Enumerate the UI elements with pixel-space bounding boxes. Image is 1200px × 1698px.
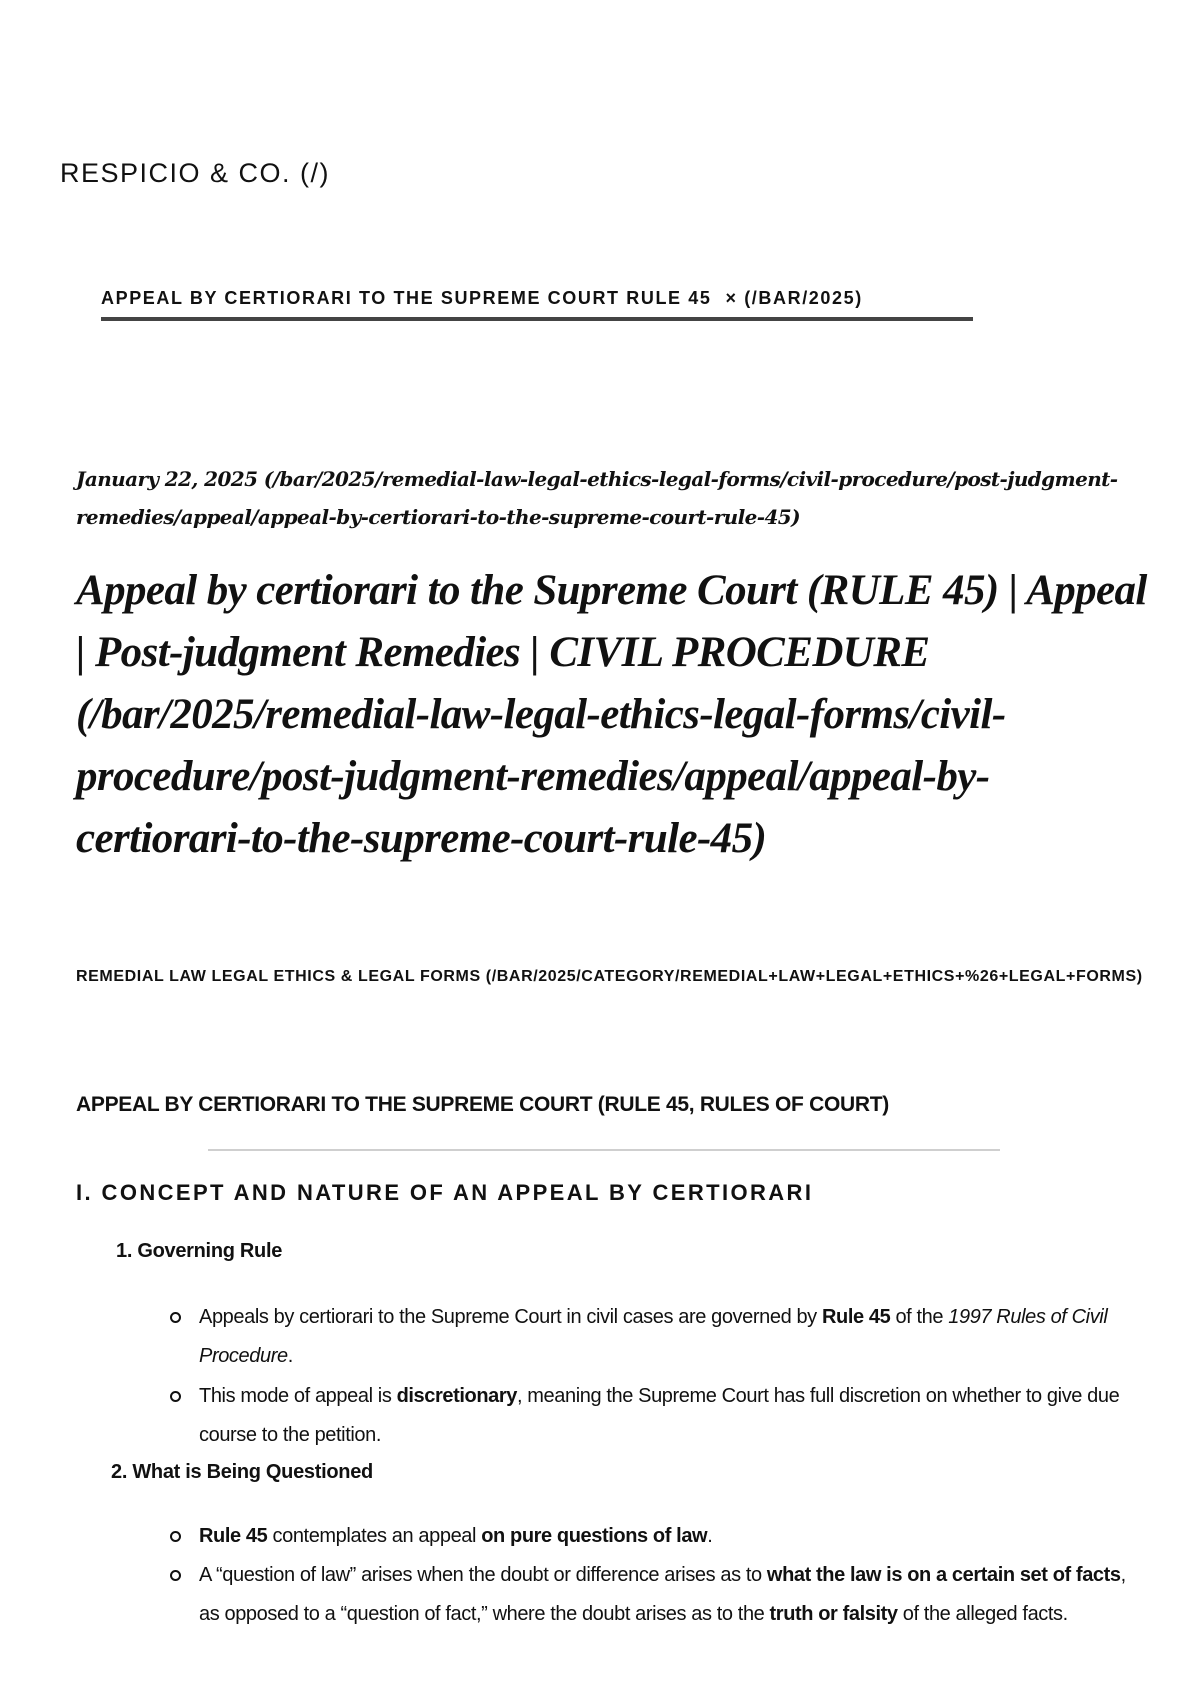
tab-label: APPEAL BY CERTIORARI TO THE SUPREME COURT RULE 45 bbox=[101, 288, 712, 308]
bullet-circle-icon bbox=[170, 1570, 184, 1584]
bullet-circle-icon bbox=[170, 1312, 184, 1326]
bullet-circle-icon bbox=[170, 1531, 184, 1545]
list-item-label: 2. What is Being Questioned bbox=[111, 1461, 373, 1483]
brand-link[interactable]: RESPICIO & CO. (/) bbox=[60, 158, 331, 188]
tab-close-link[interactable]: × (/BAR/2025) bbox=[725, 288, 863, 308]
section-heading: I. CONCEPT AND NATURE OF AN APPEAL BY CERTIORARI bbox=[76, 1180, 814, 1205]
date-link[interactable]: January 22, 2025 (/bar/2025/remedial-law-legal-ethics-legal-forms/civil-procedure/post-judgment-remedies/appeal/appeal-by-certiorari-to-the-supreme-court-rule-45) bbox=[76, 467, 1118, 529]
list-item: Appeals by certiorari to the Supreme Court in civil cases are governed by Rule 45 of the 1997 Rules of Civil Procedure. bbox=[199, 1306, 1108, 1367]
section-title: APPEAL BY CERTIORARI TO THE SUPREME COURT (RULE 45, RULES OF COURT) bbox=[76, 1093, 889, 1116]
divider bbox=[208, 1149, 1000, 1151]
category-link[interactable]: REMEDIAL LAW LEGAL ETHICS & LEGAL FORMS (/BAR/2025/CATEGORY/REMEDIAL+LAW+LEGAL+ETHICS+%26+LEGAL+FORMS) bbox=[76, 968, 1143, 985]
list-item: Rule 45 contemplates an appeal on pure questions of law. bbox=[199, 1525, 713, 1547]
list-item: This mode of appeal is discretionary, meaning the Supreme Court has full discretion on whether to give due course to the petition. bbox=[199, 1385, 1120, 1446]
bullet-circle-icon bbox=[170, 1391, 184, 1405]
list-item: A “question of law” arises when the doubt or difference arises as to what the law is on a certain set of facts, as opposed to a “question of fact,” where the doubt arises as to the truth or falsity of the alleged facts. bbox=[199, 1564, 1126, 1625]
tab-appeal-by-certiorari[interactable] bbox=[101, 288, 973, 321]
article-title[interactable]: Appeal by certiorari to the Supreme Court (RULE 45) | Appeal | Post-judgment Remedies | CIVIL PROCEDURE (/bar/2025/remedial-law-legal-ethics-legal-forms/civil-procedure/post-judgment-remedies/appeal/appeal-by-certiorari-to-the-supreme-court-rule-45) bbox=[76, 567, 1147, 862]
list-item-label: 1. Governing Rule bbox=[116, 1240, 283, 1262]
